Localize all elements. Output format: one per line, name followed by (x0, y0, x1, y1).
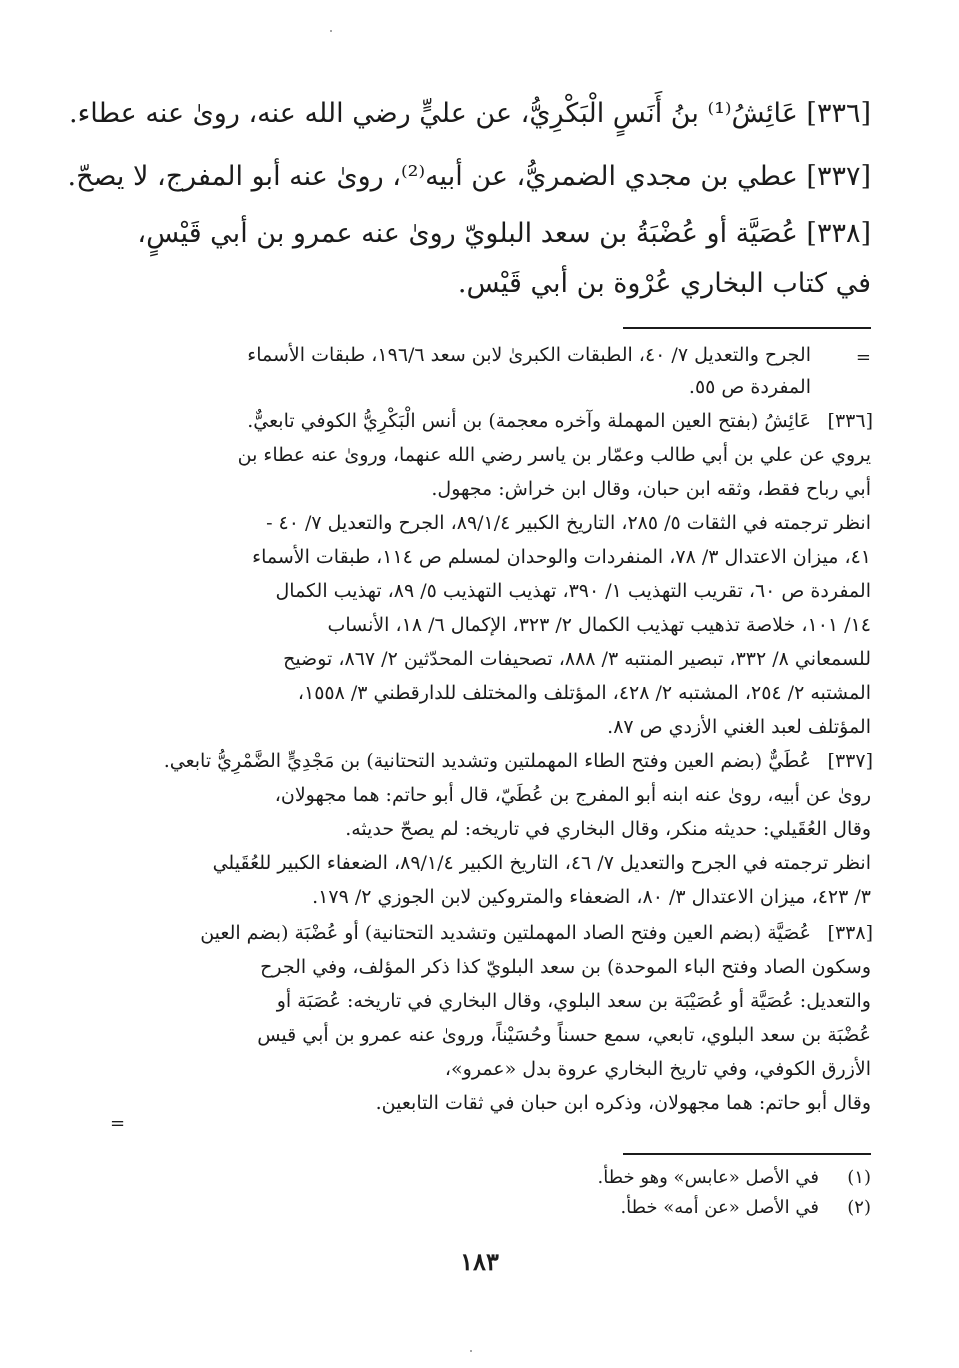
main-entry-337: [٣٣٧] عطي بن مجدي الضمريُّ، عن أبيه⁽²⁾، روىٰ عنه أبو المفرج، لا يصحّ. (67, 161, 871, 192)
commentary-line: ٣/ ٤٢٣، ميزان الاعتدال ٣/ ٨٠، الضعفاء والمتروكين لابن الجوزي ٢/ ١٧٩. (312, 886, 871, 908)
commentary-line: عُطَيٌّ (بضم العين وفتح الطاء المهملتين وتشديد التحتانية) بن مَجْدِيٍّ الضَّمْرِيُّ تابعي. (163, 750, 811, 772)
commentary-marker-336: [٣٣٦] (827, 410, 873, 432)
commentary-line: المؤتلف لعبد الغني الأزدي ص ٨٧. (607, 716, 871, 738)
commentary-line: ١٤/ ١٠١، خلاصة تذهيب تهذيب الكمال ٢/ ٣٢٣، الإكمال ٦/ ١٨، الأنساب (327, 614, 871, 636)
commentary-line: انظر ترجمته في الجرح والتعديل ٧/ ٤٦، التاريخ الكبير ٨٩/١/٤، الضعفاء الكبير للعُقَيلي (212, 852, 871, 874)
main-entry-338-continuation: في كتاب البخاري عُرْوة بن أبي قَيْس. (457, 268, 871, 299)
scan-speck (330, 30, 332, 32)
continuation-marker: = (855, 347, 871, 368)
commentary-line: انظر ترجمته في الثقات ٥/ ٢٨٥، التاريخ الكبير ٨٩/١/٤، الجرح والتعديل ٧/ ٤٠ - (266, 512, 871, 534)
commentary-line: ٤١، ميزان الاعتدال ٣/ ٧٨، المنفردات والوحدان لمسلم ص ١١٤، طبقات الأسماء (252, 546, 871, 568)
footnote-number: (١) (847, 1167, 871, 1188)
page-number: ١٨٣ (460, 1247, 499, 1276)
main-entry-336: [٣٣٦] عَائِشُ⁽¹⁾ بنُ أَنَسٍ الْبَكْرِيُّ، عن عليٍّ رضي الله عنه، روىٰ عنه عطاء. (69, 98, 871, 129)
commentary-marker-337: [٣٣٧] (827, 750, 873, 772)
commentary-line: أبي رباح فقط، وثقه ابن حبان، وقال ابن خراش: مجهول. (431, 478, 871, 500)
commentary-line: المفردة ص ٦٠، تقريب التهذيب ١/ ٣٩٠، تهذيب التهذيب ٥/ ٨٩، تهذيب الكمال (275, 580, 871, 602)
continuation-marker-bottom: = (110, 1113, 126, 1134)
commentary-separator (623, 327, 871, 329)
footnote-number: (٢) (847, 1197, 871, 1218)
commentary-line: عُصَيَّة (بضم العين وفتح الصاد المهملتين وتشديد التحتانية) أو عُضْبَة (بضم العين (200, 922, 811, 944)
commentary-line: والتعديل: عُصَيَّة أو عُصَيْبَة بن سعد البلوي، وقال البخاري في تاريخه: عُصَبَة أو (276, 990, 871, 1012)
commentary-marker-338: [٣٣٨] (827, 922, 873, 944)
commentary-line: عُضْبَة بن سعد البلوي، تابعي، سمع حسناً وحُسَيْناً، وروىٰ عنه عمرو بن أبي قيس (257, 1024, 871, 1046)
commentary-line: روىٰ عن أبيه، روىٰ عنه ابنه أبو المفرج بن عُطَيّ، قال أبو حاتم: هما مجهولان، (274, 784, 871, 806)
commentary-line: وقال أبو حاتم: هما مجهولان، وذكره ابن حبان في ثقات التابعين. (375, 1092, 871, 1114)
footnote-separator (623, 1153, 871, 1155)
commentary-line: للسمعاني ٨/ ٣٣٢، تبصير المنتبه ٣/ ٨٨٨، تصحيفات المحدّثين ٢/ ٨٦٧، توضيح (283, 648, 871, 670)
commentary-line: المشتبه ٢/ ٢٥٤، المشتبه ٢/ ٤٢٨، المؤتلف والمختلف للدارقطني ٣/ ١٥٥٨، (297, 682, 871, 704)
commentary-line: عَائِشُ (بفتح العين المهملة وآخره معجمة) بن أنس الْبَكْرِيُّ الكوفي تابعيٌّ. (247, 410, 811, 432)
commentary-line: وسكون الصاد وفتح الباء الموحدة) بن سعد البلويّ كذا ذكر المؤلف، وفي الجرح (260, 956, 871, 978)
main-entry-338: [٣٣٨] عُصَيَّة أو عُضْبَةُ بن سعد البلويّ روىٰ عنه عمرو بن أبي قَيْسٍ، (137, 218, 871, 249)
commentary-line: وقال العُقَيلي: حديثه منكر، وقال البخاري في تاريخه: لم يصحّ حديثه. (345, 818, 871, 840)
footnote-text: في الأصل «عن أمه» خطأ. (620, 1197, 819, 1218)
commentary-line: الأزرق الكوفي، وفي تاريخ البخاري عروة بدل «عمرو»، (444, 1058, 871, 1080)
commentary-continuation-line: المفردة ص ٥٥. (688, 376, 811, 398)
scan-speck (470, 1350, 472, 1352)
commentary-continuation-line: الجرح والتعديل ٧/ ٤٠، الطبقات الكبرىٰ لابن سعد ١٩٦/٦، طبقات الأسماء (247, 344, 811, 366)
commentary-line: يروي عن علي بن أبي طالب وعمّار بن ياسر رضي الله عنهما، وروىٰ عنه عطاء بن (237, 444, 871, 466)
footnote-text: في الأصل «عابس» وهو خطأ. (597, 1167, 819, 1188)
